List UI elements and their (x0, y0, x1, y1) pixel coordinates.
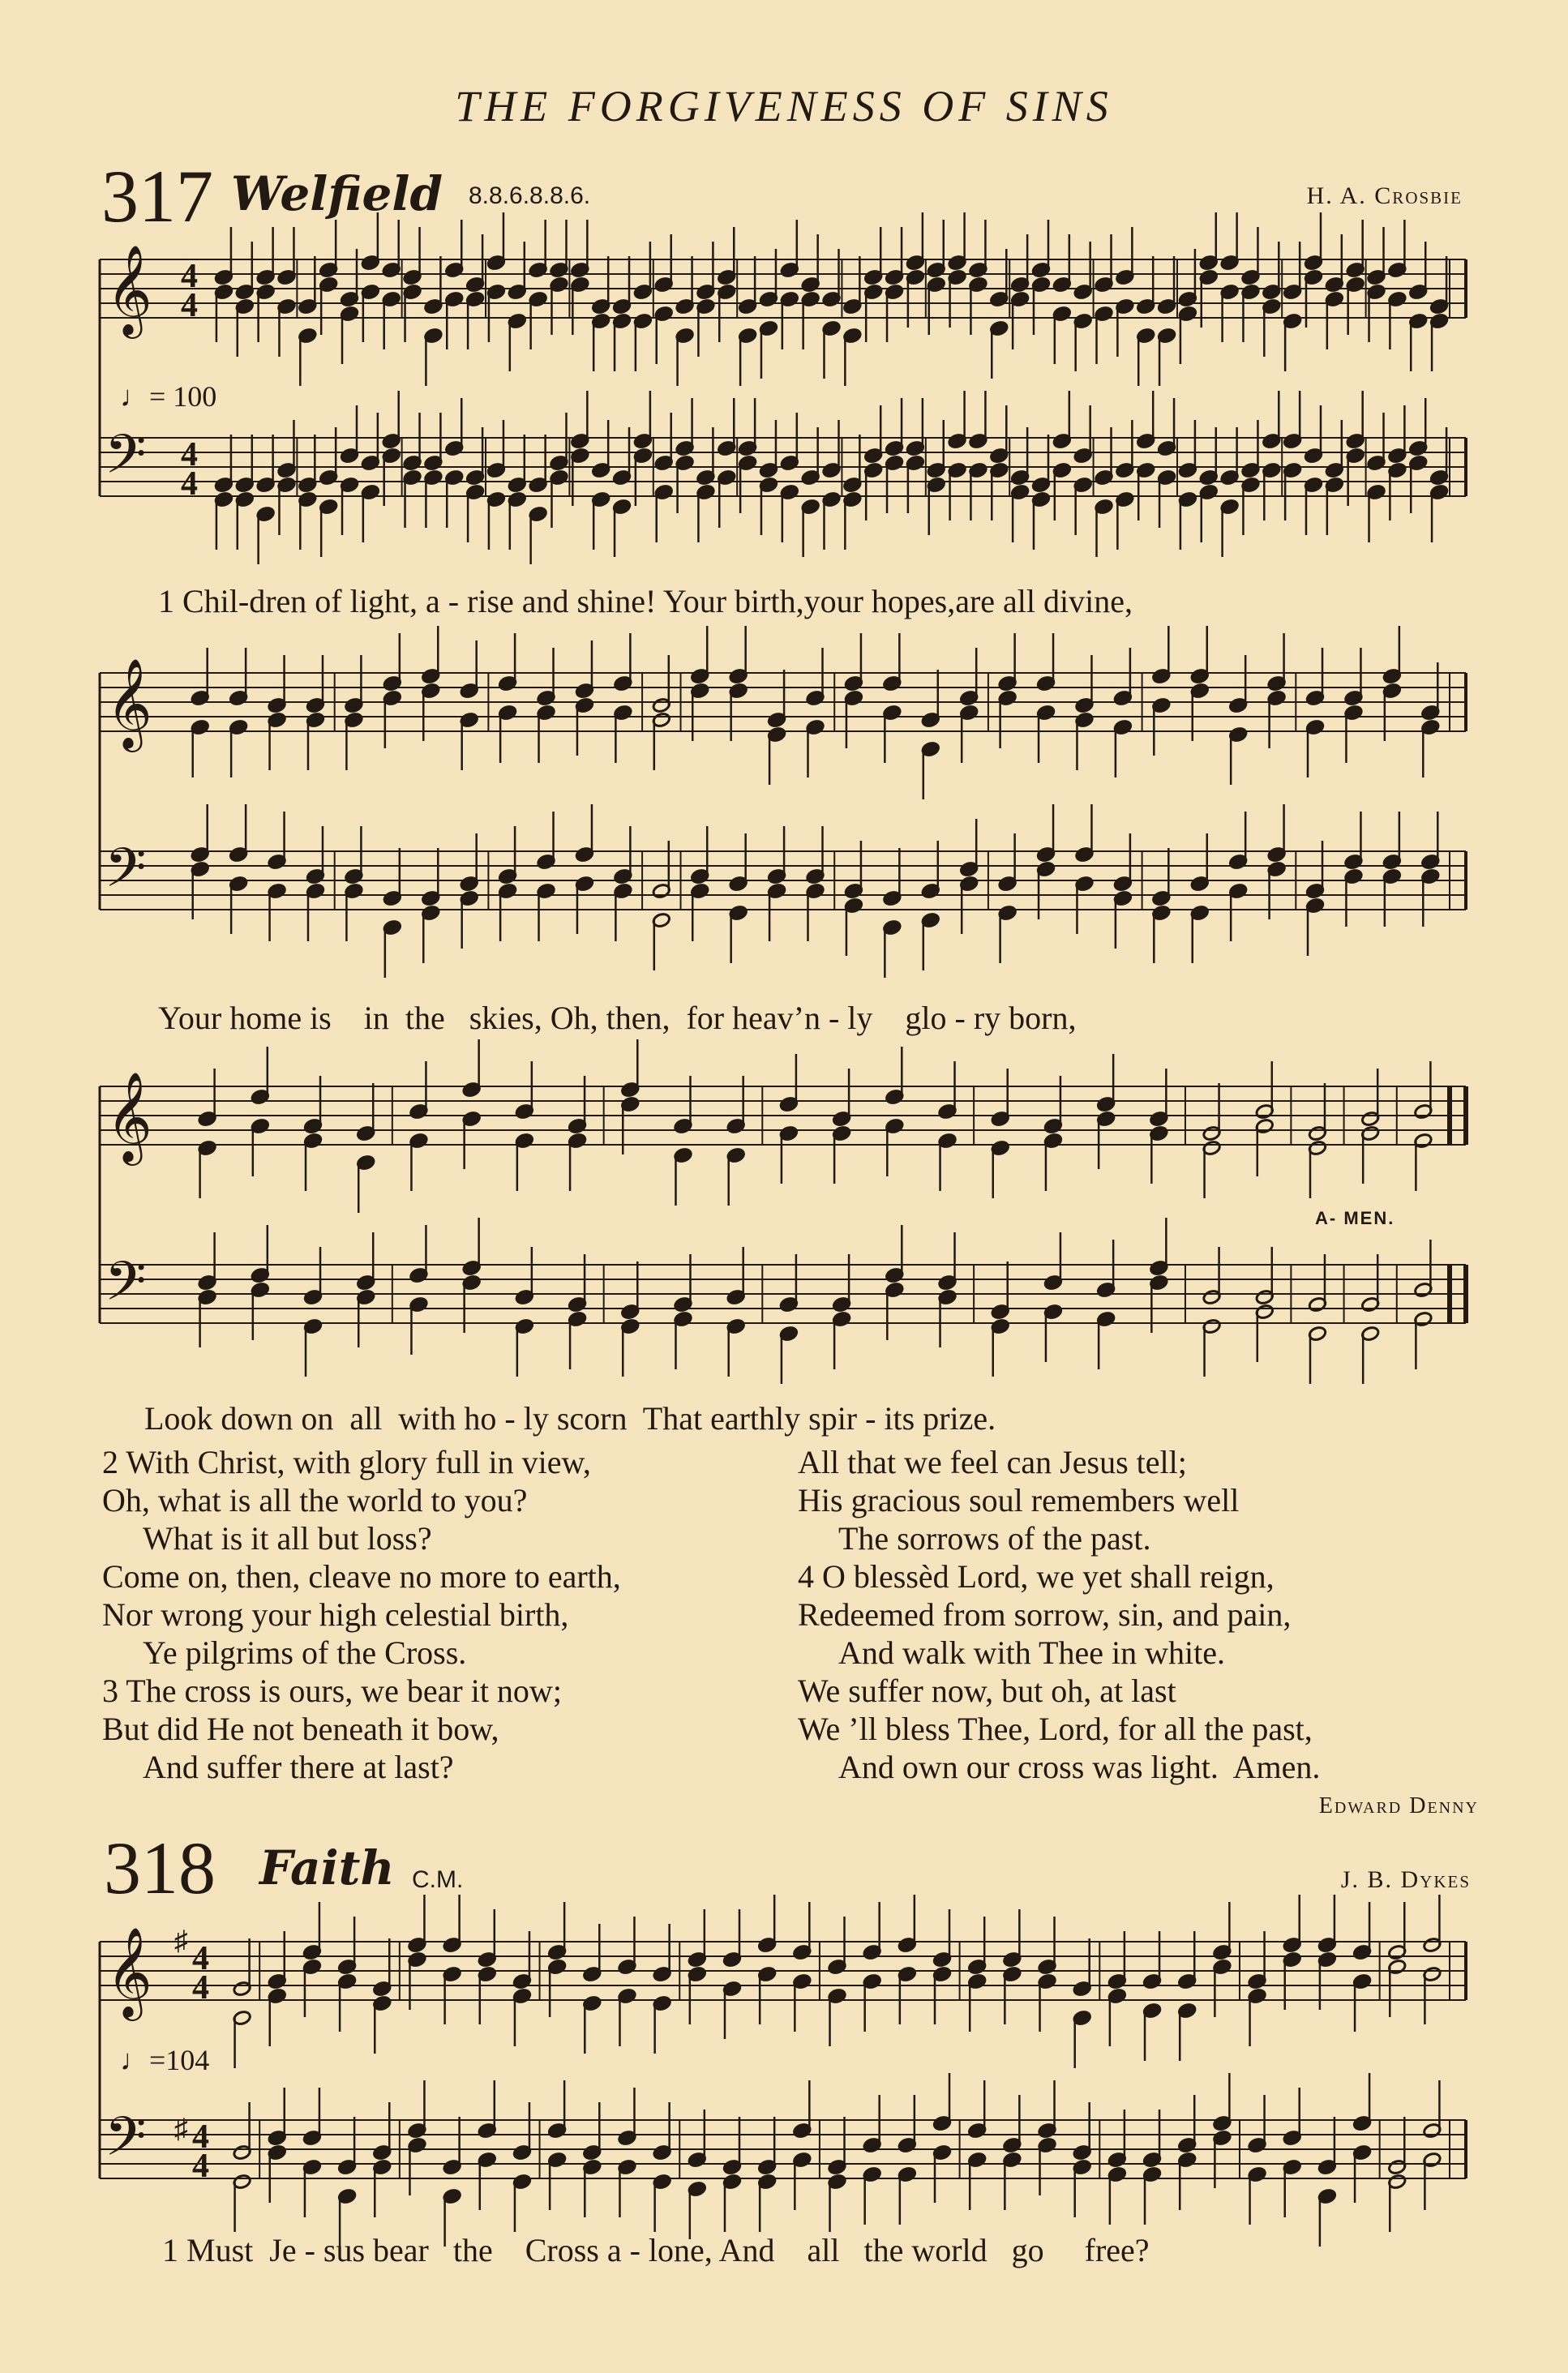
verse-line: What is it all but loss? (143, 1520, 432, 1557)
treble-clef-icon: 𝄞 (106, 1071, 152, 1162)
music-system-317-1 (0, 219, 1568, 559)
time-signature-bottom: 4 (181, 465, 198, 503)
hymn-meter: 8.8.6.8.8.6. (469, 182, 591, 209)
verse-line: Ye pilgrims of the Cross. (143, 1634, 467, 1671)
verse-line: And suffer there at last? (143, 1749, 454, 1785)
hymn-composer: H. A. Crosbie (1306, 182, 1463, 209)
verse-line: 2 With Christ, with glory full in view, (102, 1444, 591, 1480)
sharp-icon: ♯ (174, 1926, 188, 1956)
lyric-line-2: Your home is in the skies, Oh, then, for heav’n - ly glo - ry born, (158, 1000, 1077, 1036)
verse-line: His gracious soul remembers well (798, 1482, 1240, 1518)
treble-clef-icon: 𝄞 (106, 658, 152, 748)
verse-line: All that we feel can Jesus tell; (798, 1444, 1187, 1480)
treble-clef-icon: 𝄞 (106, 244, 152, 335)
time-signature-bottom: 4 (192, 2148, 209, 2185)
hymn-number-317: 317 (101, 155, 213, 238)
quarter-note-icon: ♩ (120, 2044, 149, 2076)
hymn-composer-318: J. B. Dykes (1340, 1866, 1471, 1893)
verse-line: But did He not beneath it bow, (102, 1711, 499, 1747)
verse-line: And walk with Thee in white. (838, 1634, 1225, 1671)
verse-line: The sorrows of the past. (838, 1520, 1151, 1557)
time-signature-bottom: 4 (192, 1969, 209, 2007)
time-signature-top: 4 (181, 436, 198, 473)
hymn-author: Edward Denny (1318, 1793, 1479, 1818)
amen-label: A- MEN. (1315, 1208, 1395, 1228)
verse-line: We suffer now, but oh, at last (798, 1673, 1176, 1709)
verse-line: And own our cross was light. Amen. (838, 1749, 1321, 1785)
sharp-icon: ♯ (174, 2114, 188, 2144)
verse-line: Nor wrong your high celestial birth, (102, 1596, 569, 1633)
verse-line: We ’ll bless Thee, Lord, for all the past, (798, 1711, 1313, 1747)
verse-line: Oh, what is all the world to you? (102, 1482, 528, 1518)
hymn-number-318: 318 (104, 1827, 216, 1909)
verse-line: Redeemed from sorrow, sin, and pain, (798, 1596, 1292, 1633)
quarter-note-icon: ♩ (120, 380, 149, 413)
bass-clef-icon: 𝄢 (105, 423, 147, 499)
lyric-line-3: Look down on all with ho - ly scorn That earthly spir - its prize. (144, 1400, 996, 1437)
tempo-marking-317: ♩= 100 (120, 380, 217, 413)
time-signature-top: 4 (181, 258, 198, 295)
bass-clef-icon: 𝄢 (105, 2105, 147, 2181)
verse-line: 3 The cross is ours, we bear it now; (102, 1673, 562, 1709)
hymn-tune-name-318: Faith (259, 1840, 395, 1895)
verses-left-column (102, 1443, 775, 1786)
bass-clef-icon: 𝄢 (105, 1250, 147, 1326)
verse-line: Come on, then, cleave no more to earth, (102, 1558, 621, 1595)
tempo-marking-318: ♩=104 (120, 2044, 210, 2076)
lyric-line-1: 1 Chil-dren of light, a - rise and shine! Your birth,your hopes,are all divine, (158, 583, 1133, 619)
time-signature-top: 4 (192, 1940, 209, 1977)
hymn-tune-name: Welfield (231, 166, 443, 221)
verse-line: 4 O blessèd Lord, we yet shall reign, (798, 1558, 1275, 1595)
music-system-317-2 (0, 632, 1568, 973)
hymn-meter-318: C.M. (412, 1866, 464, 1893)
page-header: THE FORGIVENESS OF SINS (455, 82, 1113, 131)
bass-clef-icon: 𝄢 (105, 837, 147, 912)
lyric-line-318-1: 1 Must Je - sus bear the Cross a - lone, And all the world go free? (162, 2232, 1150, 2268)
time-signature-bottom: 4 (181, 287, 198, 324)
music-system-318-1 (0, 1901, 1568, 2242)
verses-right-column (798, 1443, 1479, 1786)
time-signature-top: 4 (192, 2118, 209, 2156)
treble-clef-icon: 𝄞 (106, 1926, 152, 2017)
